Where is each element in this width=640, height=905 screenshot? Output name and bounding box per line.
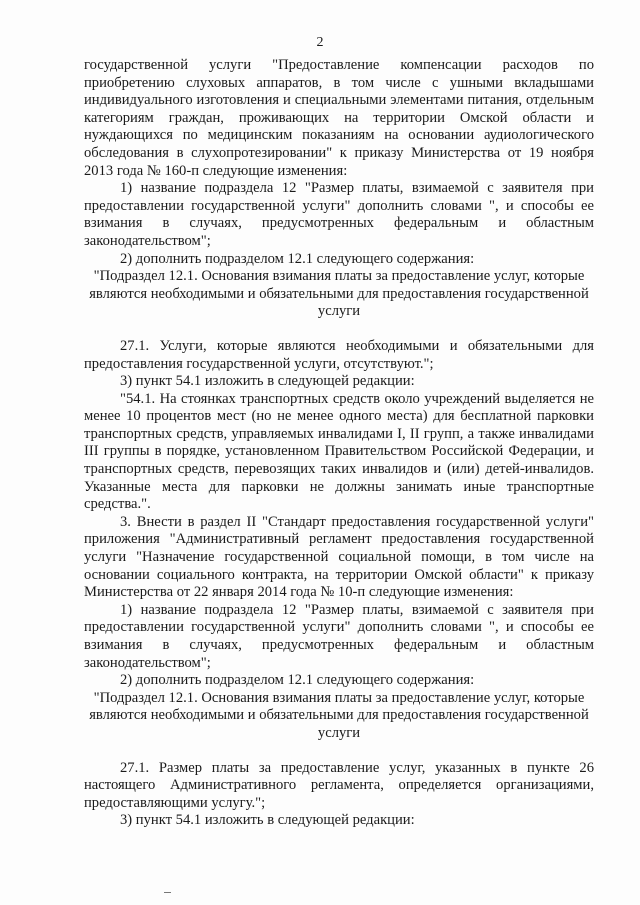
paragraph: 3. Внести в раздел II "Стандарт предоставления государственной услуги" приложения "Административный регламент предоставления государственной услуги "Назначение государственной социальной помощи, в том числе на основании социального контракта, на территории Омской области" к приказу Министерства от 22 января 2014 года № 10-п следующие изменения: <box>84 513 594 601</box>
paragraph: 3) пункт 54.1 изложить в следующей редакции: <box>120 812 415 829</box>
paragraph: 2) дополнить подразделом 12.1 следующего содержания: <box>120 250 475 267</box>
page-number: 2 <box>316 35 324 50</box>
paragraph: 27.1. Услуги, которые являются необходимыми и обязательными для предоставления государственной услуги, отсутствуют."; <box>84 337 594 372</box>
paragraph: 2) дополнить подразделом 12.1 следующего содержания: <box>120 672 475 689</box>
scan-mark <box>164 892 171 893</box>
paragraph: "54.1. На стоянках транспортных средств около учреждений выделяется не менее 10 процентов мест (но не менее одного места) для бесплатной парковки транспортных средств, управляемых инвалидами I, II групп, а также инвалидами III группы в порядке, установленном Правительством Российской Федерации, и транспортных средств, перевозящих таких инвалидов и (или) детей-инвалидов. Указанные места для парковки не должны занимать иные транспортные средства.". <box>84 390 594 513</box>
subsection-heading: "Подраздел 12.1. Основания взимания платы за предоставление услуг, которые являются необходимыми и обязательными для предоставления государственной услуги <box>89 689 589 741</box>
paragraph: 1) название подраздела 12 "Размер платы, взимаемой с заявителя при предоставлении государственной услуги" дополнить словами ", и способы ее взимания в случаях, предусмотренных федеральным и областным законодательством"; <box>84 601 594 671</box>
paragraph: государственной услуги "Предоставление компенсации расходов по приобретению слуховых аппаратов, в том числе с ушными вкладышами индивидуального изготовления и специальными элементами питания, отдельным категориям граждан, проживающих на территории Омской области и нуждающихся по медицинским показаниям на основании аудиологического обследования в слухопротезировании" к приказу Министерства от 19 ноября 2013 года № 160-п следующие изменения: <box>84 57 594 179</box>
paragraph-spacer <box>84 743 594 760</box>
paragraph: 3) пункт 54.1 изложить в следующей редакции: <box>120 373 415 390</box>
paragraph: 27.1. Размер платы за предоставление услуг, указанных в пункте 26 настоящего Административного регламента, определяется организациями, предоставляющими услугу."; <box>84 759 594 811</box>
paragraph: 1) название подраздела 12 "Размер платы, взимаемой с заявителя при предоставлении государственной услуги" дополнить словами ", и способы ее взимания в случаях, предусмотренных федеральным и областным законодательством"; <box>84 180 594 249</box>
paragraph-spacer <box>84 321 594 338</box>
document-body <box>84 57 594 830</box>
subsection-heading: "Подраздел 12.1. Основания взимания платы за предоставление услуг, которые являются необходимыми и обязательными для предоставления государственной услуги <box>89 268 589 320</box>
